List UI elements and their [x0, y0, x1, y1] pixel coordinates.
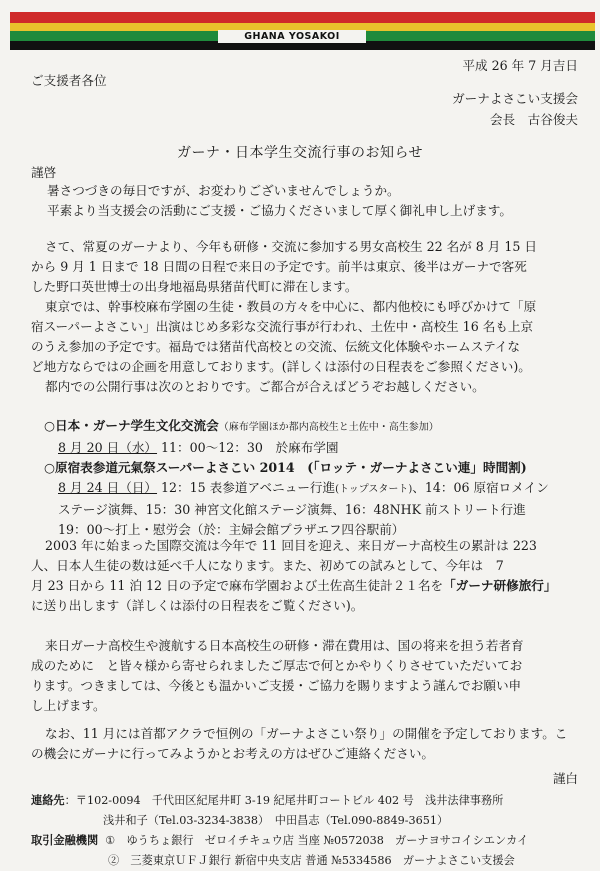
body-line: なお、11 月には首都アクラで恒例の「ガーナよさこい祭り」の開催を予定しております。こ	[45, 726, 568, 741]
event-1-note: （麻布学園ほか都内高校生と土佐中・高生参加）	[218, 422, 439, 433]
event-1-time: 11：00～12：30 於麻布学園	[157, 440, 339, 455]
contact-address: ：〒102-0094 千代田区紀尾井町 3-19 紀尾井町コートビル 402 号 浅井法律事務所	[64, 794, 504, 807]
trip-name: 「ガーナ研修旅行」	[443, 578, 557, 593]
body-line: 人、日本人生徒の数は延べ千人になります。また、初めての試みとして、今年は 7	[31, 558, 504, 573]
body-paragraph-2	[31, 536, 579, 616]
sender-name: 会長 古谷俊夫	[489, 112, 578, 127]
contact-label: 連絡先	[31, 793, 65, 807]
body-line: 東京では、幹事校麻布学園の生徒・教員の方々を中心に、都内他校にも呼びかけて「原	[45, 299, 537, 314]
page-title: ガーナ・日本学生交流行事のお知らせ	[176, 145, 424, 161]
bank-block	[31, 830, 528, 871]
closing-word: 謹白	[552, 771, 578, 786]
letter-date: 平成 26 年 7 月吉日	[462, 58, 578, 73]
body-line: に送り出します（詳しくは添付の日程表をご覧ください)。	[31, 598, 364, 613]
recipient: ご支援者各位	[31, 73, 107, 88]
body-line: から 9 月 1 日まで 18 日間の日程で来日の予定です。前半は東京、後半はガーナで客死	[31, 259, 527, 274]
contact-people: 浅井和子（Tel.03-3234-3838） 中田昌志（Tel.090-8849-3651）	[103, 814, 449, 827]
body-line: ります。つきましては、今後とも温かいご支援・ご協力を賜りますよう謹んでお願い申	[31, 678, 522, 693]
greeting-line: 暑さつづきの毎日ですが、お変わりございませんでしょうか。	[47, 183, 400, 198]
bank-label: 取引金融機関	[31, 833, 99, 847]
event-1-heading	[44, 416, 592, 438]
sender-org: ガーナよさこい支援会	[452, 91, 578, 106]
body-line: し上げます。	[31, 698, 106, 713]
event-2-time-1b: 、14：06 原宿ロメイン	[412, 480, 549, 495]
greeting-paragraph	[47, 181, 595, 221]
event-1-title: ○日本・ガーナ学生文化交流会	[44, 418, 219, 433]
event-2-note: (トップスタート)	[335, 484, 413, 495]
body-line: ど地方ならではの企画を用意しております。(詳しくは添付の日程表をご参照ください)。	[31, 359, 531, 374]
body-line: 月 23 日から 11 泊 12 日の予定で麻布学園および土佐高生徒計２１名を「ガーナ研修旅行」	[31, 578, 557, 593]
event-2-schedule	[44, 478, 592, 500]
body-line: 都内での公開行事は次のとおりです。ご都合が合えばどうぞお越しください。	[45, 379, 485, 394]
flag-stripe-red	[10, 12, 595, 23]
greeting-line: 平素より当支援会の活動にご支援・ご協力くださいまして厚く御礼申し上げます。	[47, 203, 512, 218]
bank-row-1: ① ゆうちょ銀行 ゼロイチキュウ店 当座 №0572038 ガーナヨサコイシエンカイ	[105, 834, 529, 847]
event-1-schedule	[44, 438, 592, 458]
body-line: 宿スーパーよさこい」出演はじめ多彩な交流行事が行われ、土佐中・高校生 16 名も上京	[31, 319, 534, 334]
event-2-date: 8 月 24 日（日）	[58, 480, 158, 495]
logo-text: GHANA YOSAKOI	[218, 30, 366, 43]
contact-block	[31, 790, 503, 831]
body-paragraph-3	[31, 636, 579, 716]
opening-word: 謹啓	[31, 165, 57, 180]
body-line: 来日ガーナ高校生や渡航する日本高校生の研修・滞在費用は、国の将来を担う若者育	[45, 638, 524, 653]
body-line: の機会にガーナに行ってみようかとお考えの方はぜひご連絡ください。	[31, 746, 434, 761]
body-paragraph-4	[31, 724, 579, 764]
event-2-title: ○原宿表参道元氣祭スーパーよさこい 2014 (「ロッテ・ガーナよさこい連」時間割)	[44, 460, 527, 475]
event-2-time-3: 19：00～打上・慰労会（於：主婦会館プラザエフ四谷駅前）	[58, 522, 405, 537]
event-2-time-1: 12：15 表参道アベニュー行進	[157, 480, 336, 495]
body-line: した野口英世博士の出身地福島県猪苗代町に滞在します。	[31, 279, 358, 294]
body-line: のうえ参加の予定です。福島では猪苗代高校との交流、伝統文化体験やホームステイな	[31, 339, 521, 354]
body-line: 成のために と皆々様から寄せられましたご厚志で何とかやりくりさせていただいてお	[31, 658, 523, 673]
body-line: さて、常夏のガーナより、今年も研修・交流に参加する男女高校生 22 名が 8 月 15 日	[45, 239, 538, 254]
body-line: 2003 年に始まった国際交流は今年で 11 回目を迎え、来日ガーナ高校生の累計は 223	[45, 538, 537, 553]
events-block	[44, 416, 592, 540]
body-paragraph-1	[31, 237, 579, 397]
event-1-date: 8 月 20 日（水）	[58, 440, 158, 455]
event-2-time-2: ステージ演舞、15：30 神宮文化館ステージ演舞、16：48NHK 前ストリート行進	[58, 502, 526, 517]
bank-row-2: ② 三菱東京ＵＦＪ銀行 新宿中央支店 普通 №5334586 ガーナよさこい支援会	[108, 854, 515, 867]
